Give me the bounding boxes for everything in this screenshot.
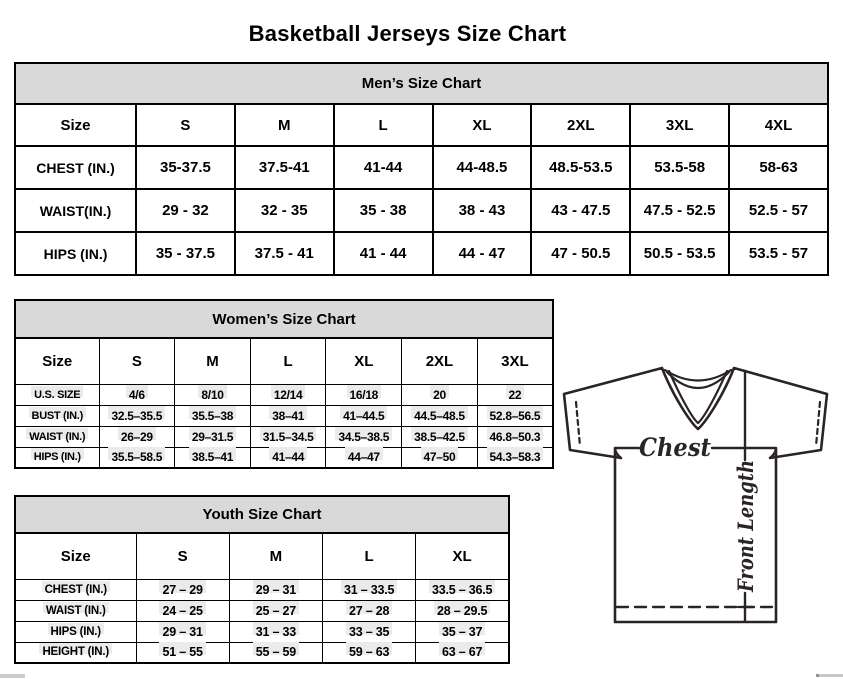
mens-size-chart-table	[14, 62, 829, 276]
size-column-header: L	[323, 533, 416, 579]
measurement-cell	[229, 600, 322, 621]
measurement-cell-text: 29–31.5	[189, 430, 236, 444]
measurement-cell	[323, 579, 416, 600]
measurement-cell-text: 35 – 37	[439, 625, 485, 639]
measurement-cell-text: 51 – 55	[159, 645, 205, 659]
size-column-header: XL	[416, 533, 509, 579]
measurement-cell	[326, 405, 402, 426]
measurement-row-label: CHEST (IN.)	[15, 146, 136, 189]
measurement-row	[15, 426, 553, 447]
size-header-row	[15, 533, 509, 579]
measurement-cell-text: 26–29	[118, 430, 156, 444]
measurement-cell-text: 29 – 31	[253, 583, 299, 597]
womens-size-chart-table	[14, 299, 554, 469]
measurement-cell: 29 - 32	[136, 189, 235, 232]
measurement-row-label-text: HIPS (IN.)	[48, 626, 104, 638]
measurement-row-label-text: HEIGHT (IN.)	[39, 646, 112, 658]
size-column-header: Size	[15, 338, 99, 384]
size-header-row	[15, 338, 553, 384]
size-column-header: 4XL	[729, 104, 828, 146]
horizontal-scrollbar-fragment-left[interactable]	[0, 674, 25, 678]
measurement-cell-text: 47–50	[421, 450, 459, 464]
measurement-cell-text: 41–44.5	[340, 409, 387, 423]
measurement-row	[15, 405, 553, 426]
measurement-cell	[99, 447, 175, 468]
size-column-header: S	[99, 338, 175, 384]
size-column-header: XL	[326, 338, 402, 384]
chest-label: Chest	[639, 433, 712, 462]
measurement-cell	[477, 384, 553, 405]
front-length-label: Front Length	[733, 437, 758, 592]
measurement-cell-text: 12/14	[271, 388, 306, 402]
section-title: Men’s Size Chart	[15, 63, 828, 104]
measurement-cell-text: 29 – 31	[159, 625, 205, 639]
measurement-cell	[323, 642, 416, 663]
size-column-header: Size	[15, 104, 136, 146]
size-column-header: S	[136, 533, 229, 579]
measurement-cell-text: 31 – 33.5	[341, 583, 397, 597]
measurement-cell-text: 55 – 59	[253, 645, 299, 659]
measurement-row	[15, 642, 509, 663]
section-title: Women’s Size Chart	[15, 300, 553, 338]
measurement-cell	[416, 600, 509, 621]
measurement-cell-text: 24 – 25	[159, 604, 205, 618]
measurement-cell	[402, 405, 478, 426]
measurement-cell: 53.5-58	[630, 146, 729, 189]
size-column-header: Size	[15, 533, 136, 579]
measurement-cell: 43 - 47.5	[531, 189, 630, 232]
measurement-row-label	[15, 405, 99, 426]
measurement-cell	[229, 621, 322, 642]
measurement-cell	[136, 579, 229, 600]
measurement-cell: 53.5 - 57	[729, 232, 828, 275]
measurement-cell	[250, 384, 326, 405]
measurement-row-label-text: CHEST (IN.)	[42, 584, 110, 596]
measurement-cell	[136, 600, 229, 621]
measurement-cell	[326, 384, 402, 405]
measurement-cell	[175, 405, 251, 426]
measurement-cell: 38 - 43	[433, 189, 532, 232]
measurement-cell-text: 22	[506, 388, 525, 402]
measurement-row	[15, 621, 509, 642]
measurement-cell-text: 31.5–34.5	[260, 430, 317, 444]
measurement-cell-text: 38.5–41	[189, 450, 236, 464]
measurement-cell	[402, 384, 478, 405]
measurement-row-label	[15, 384, 99, 405]
measurement-cell-text: 27 – 29	[159, 583, 205, 597]
measurement-cell	[416, 579, 509, 600]
measurement-cell	[326, 426, 402, 447]
measurement-cell-text: 44–47	[345, 450, 383, 464]
measurement-row-label	[15, 447, 99, 468]
measurement-row-label-text: WAIST (IN.)	[43, 605, 109, 617]
measurement-cell-text: 54.3–58.3	[487, 450, 544, 464]
measurement-cell-text: 33 – 35	[346, 625, 392, 639]
measurement-cell-text: 25 – 27	[253, 604, 299, 618]
measurement-cell: 35 - 38	[334, 189, 433, 232]
measurement-cell	[229, 642, 322, 663]
measurement-row-label	[15, 621, 136, 642]
size-column-header: L	[334, 104, 433, 146]
measurement-cell-text: 31 – 33	[253, 625, 299, 639]
measurement-cell	[477, 405, 553, 426]
size-column-header: M	[229, 533, 322, 579]
measurement-cell	[477, 447, 553, 468]
measurement-row-label	[15, 426, 99, 447]
measurement-row-label	[15, 600, 136, 621]
section-title: Youth Size Chart	[15, 496, 509, 533]
measurement-cell	[416, 621, 509, 642]
measurement-row-label: HIPS (IN.)	[15, 232, 136, 275]
size-column-header: 3XL	[477, 338, 553, 384]
measurement-row-label	[15, 579, 136, 600]
measurement-row	[15, 600, 509, 621]
size-column-header: 2XL	[402, 338, 478, 384]
measurement-cell: 52.5 - 57	[729, 189, 828, 232]
measurement-cell-text: 33.5 – 36.5	[429, 583, 495, 597]
measurement-cell: 50.5 - 53.5	[630, 232, 729, 275]
measurement-cell-text: 44.5–48.5	[411, 409, 468, 423]
measurement-row-label-text: WAIST (IN.)	[26, 431, 88, 443]
measurement-row	[15, 384, 553, 405]
measurement-cell: 44-48.5	[433, 146, 532, 189]
measurement-cell-text: 16/18	[347, 388, 382, 402]
jersey-outline	[564, 368, 827, 622]
horizontal-scrollbar-fragment-right[interactable]	[816, 674, 843, 677]
measurement-cell: 58-63	[729, 146, 828, 189]
measurement-row	[15, 447, 553, 468]
youth-size-chart-table	[14, 495, 510, 664]
measurement-cell	[229, 579, 322, 600]
measurement-cell: 41 - 44	[334, 232, 433, 275]
section-title-row	[15, 300, 553, 338]
measurement-cell	[250, 426, 326, 447]
measurement-cell-text: 32.5–35.5	[108, 409, 165, 423]
measurement-cell	[175, 384, 251, 405]
measurement-cell-text: 59 – 63	[346, 645, 392, 659]
size-column-header: M	[175, 338, 251, 384]
measurement-cell-text: 35.5–38	[189, 409, 236, 423]
measurement-cell-text: 38.5–42.5	[411, 430, 468, 444]
measurement-cell: 35-37.5	[136, 146, 235, 189]
measurement-cell	[99, 426, 175, 447]
page-title: Basketball Jerseys Size Chart	[248, 20, 567, 46]
measurement-cell: 41-44	[334, 146, 433, 189]
measurement-cell-text: 34.5–38.5	[335, 430, 392, 444]
measurement-cell: 44 - 47	[433, 232, 532, 275]
measurement-cell-text: 20	[430, 388, 449, 402]
jersey-measurement-diagram	[553, 358, 843, 628]
measurement-cell	[136, 642, 229, 663]
measurement-cell	[99, 384, 175, 405]
measurement-cell	[402, 426, 478, 447]
size-column-header: 3XL	[630, 104, 729, 146]
measurement-cell-text: 4/6	[126, 388, 148, 402]
measurement-row	[15, 579, 509, 600]
measurement-cell	[136, 621, 229, 642]
measurement-cell	[99, 405, 175, 426]
measurement-row	[15, 146, 828, 189]
measurement-cell: 47 - 50.5	[531, 232, 630, 275]
measurement-row-label: WAIST(IN.)	[15, 189, 136, 232]
measurement-row-label-text: BUST (IN.)	[29, 410, 86, 422]
measurement-cell	[416, 642, 509, 663]
measurement-cell	[323, 621, 416, 642]
measurement-cell-text: 35.5–58.5	[108, 450, 165, 464]
measurement-cell: 37.5-41	[235, 146, 334, 189]
size-column-header: M	[235, 104, 334, 146]
measurement-cell-text: 8/10	[198, 388, 226, 402]
measurement-cell	[250, 405, 326, 426]
measurement-row-label-text: U.S. SIZE	[31, 389, 83, 401]
measurement-cell	[175, 447, 251, 468]
measurement-cell-text: 28 – 29.5	[434, 604, 490, 618]
measurement-row-label	[15, 642, 136, 663]
section-title-row	[15, 496, 509, 533]
measurement-cell-text: 41–44	[269, 450, 307, 464]
measurement-cell: 48.5-53.5	[531, 146, 630, 189]
measurement-cell: 47.5 - 52.5	[630, 189, 729, 232]
measurement-cell	[323, 600, 416, 621]
measurement-row	[15, 232, 828, 275]
size-column-header: 2XL	[531, 104, 630, 146]
measurement-cell	[326, 447, 402, 468]
size-column-header: L	[250, 338, 326, 384]
measurement-cell	[402, 447, 478, 468]
measurement-cell	[250, 447, 326, 468]
measurement-cell-text: 46.8–50.3	[487, 430, 544, 444]
measurement-cell: 35 - 37.5	[136, 232, 235, 275]
measurement-cell-text: 38–41	[269, 409, 307, 423]
measurement-cell-text: 52.8–56.5	[487, 409, 544, 423]
size-column-header: XL	[433, 104, 532, 146]
measurement-cell	[477, 426, 553, 447]
measurement-cell: 32 - 35	[235, 189, 334, 232]
size-header-row	[15, 104, 828, 146]
measurement-cell	[175, 426, 251, 447]
measurement-cell-text: 63 – 67	[439, 645, 485, 659]
size-column-header: S	[136, 104, 235, 146]
measurement-row	[15, 189, 828, 232]
measurement-row-label-text: HIPS (IN.)	[31, 451, 84, 463]
measurement-cell-text: 27 – 28	[346, 604, 392, 618]
section-title-row	[15, 63, 828, 104]
measurement-cell: 37.5 - 41	[235, 232, 334, 275]
